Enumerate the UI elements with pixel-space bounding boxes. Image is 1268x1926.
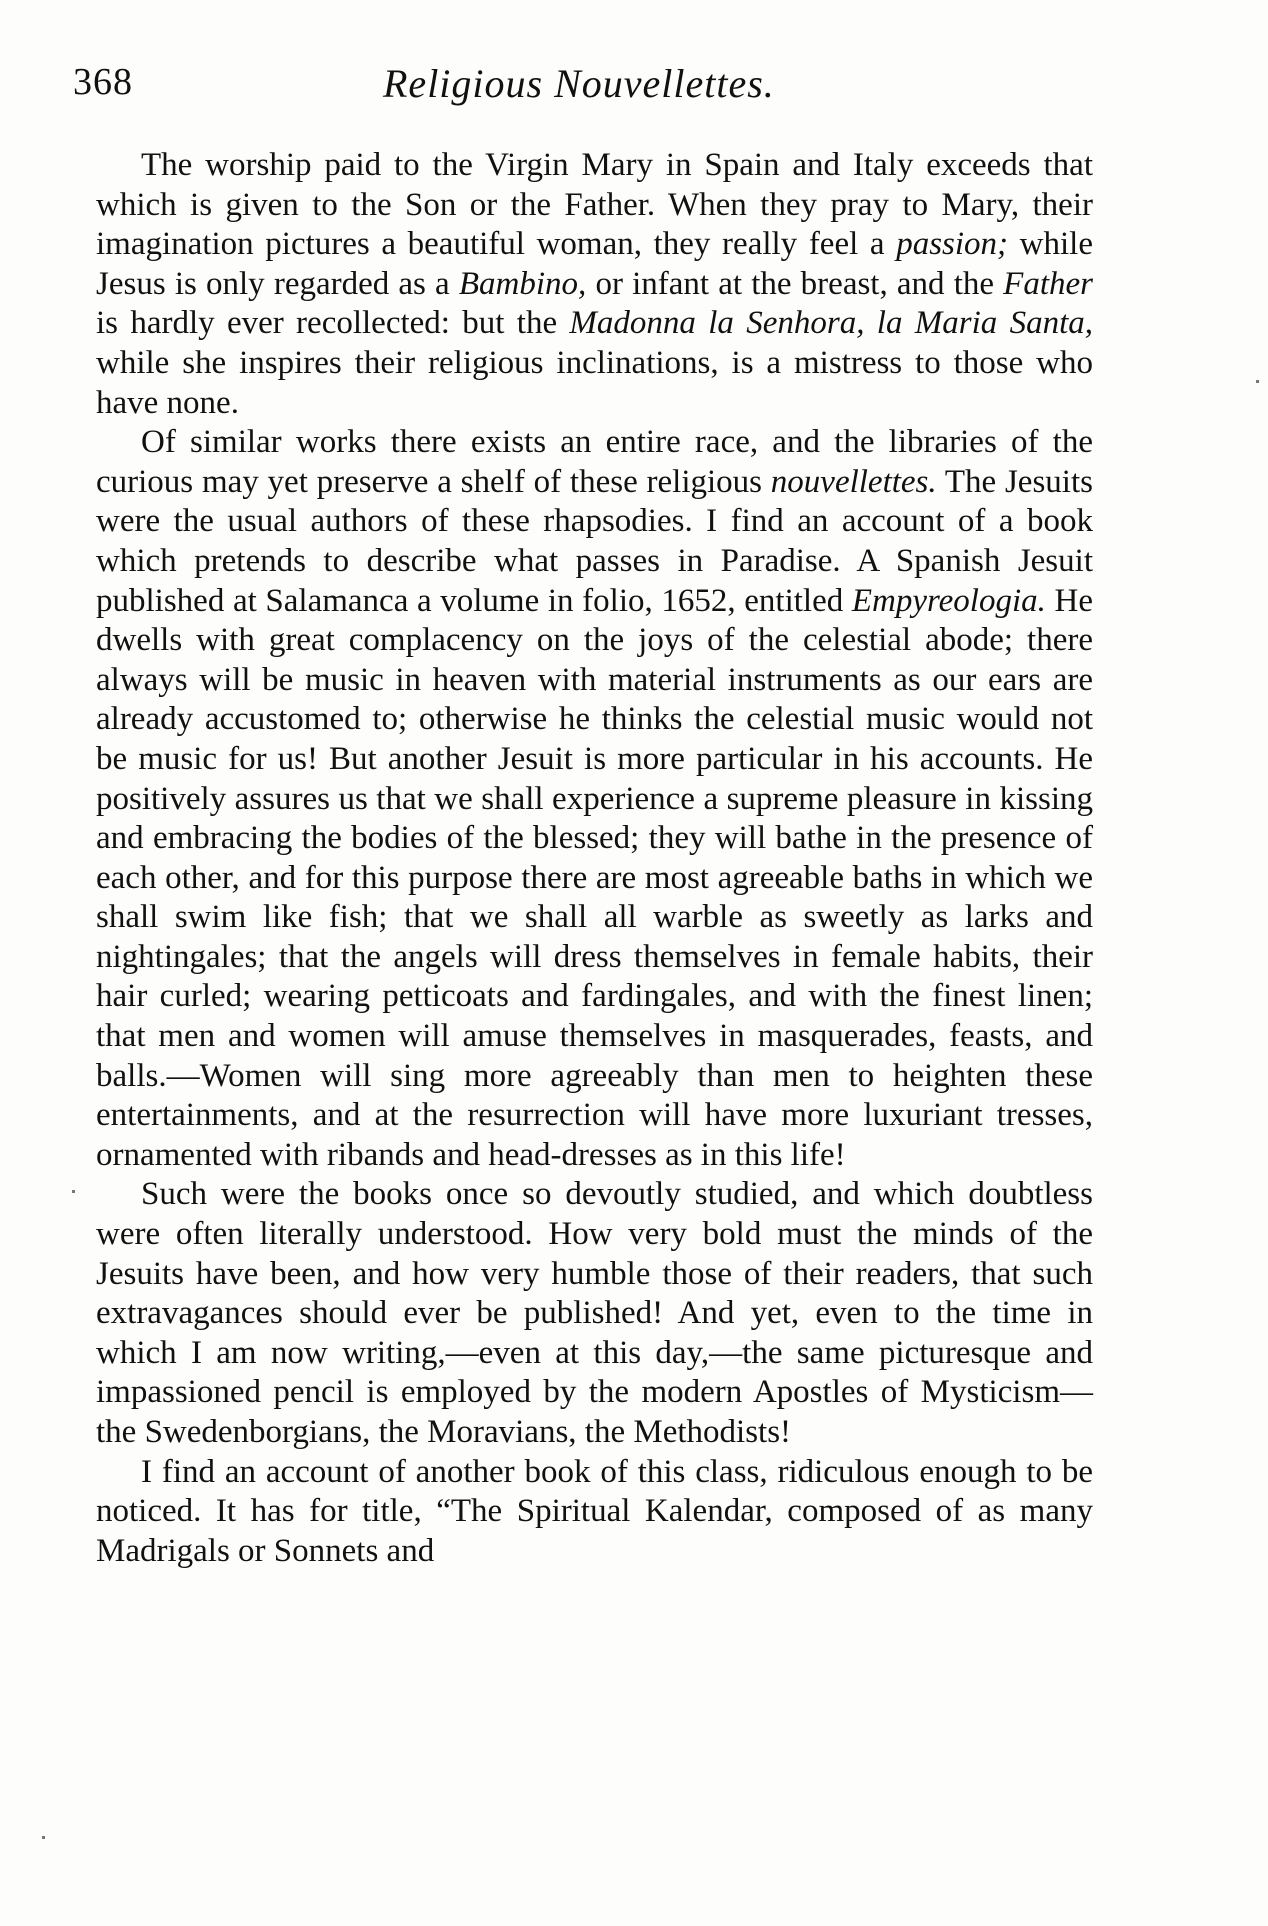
paragraph [96,423,1093,1175]
text-segment: while Jesus is only regarded as a [96,226,1093,302]
text-segment: The worship paid to the Virgin Mary in Spain and Italy exceeds that which is given to the Son or the Father. When they pray to Mary, their imagination pictures a beautiful woman, they really feel a [96,147,1093,263]
italic-text-segment: Madonna la Senhora, la Maria Santa, [569,305,1094,342]
italic-text-segment: Bambino, [458,265,587,302]
text-segment: Such were the books once so devoutly studied, and which doubtless were often literally understood. How very bold must the minds of the Jesuits have been, and how very humble those of their readers, that such extravagances should ever be published! And yet, even to the time in which I am now writing,—even at this day,—the same picturesque and impassioned pencil is employed by the modern Apostles of Mysticism—the Swedenborgians, the Moravians, the Methodists! [96,1176,1093,1450]
italic-text-segment: nouvellettes. [770,463,937,500]
page-header [73,60,1095,114]
running-title: Religious Nouvellettes. [383,61,775,106]
margin-speck [42,1836,45,1839]
text-segment: is hardly ever recollected: but the [96,305,570,342]
italic-text-segment: Father [1003,265,1093,302]
margin-speck [1256,380,1259,383]
italic-text-segment: passion; [896,226,1009,263]
body-text [96,146,1093,1571]
text-segment: I find an account of another book of this class, ridiculous enough to be noticed. It has for title, “The Spiritual Kalendar, composed of as many Madrigals or Sonnets and [96,1453,1093,1569]
paragraph [96,1175,1093,1452]
text-segment: Of similar works there exists an entire race, and the libraries of the curious may yet preserve a shelf of these religious [96,424,1093,500]
paragraph [96,146,1093,423]
text-segment: The Jesuits were the usual authors of these rhapsodies. I find an account of a book which pretends to describe what passes in Paradise. A Spanish Jesuit published at Salamanca a volume in folio, 1652, entitled [96,463,1093,619]
page-number: 368 [73,61,133,103]
margin-speck [72,1190,75,1193]
paragraph [96,1453,1093,1572]
text-segment: while she inspires their religious inclinations, is a mistress to those who have none. [96,344,1093,421]
text-segment: He dwells with great complacency on the joys of the celestial abode; there always will be music in heaven with material instruments as our ears are already accustomed to; otherwise he thinks the celestial music would not be music for us! But another Jesuit is more particular in his accounts. He positively assures us that we shall experience a supreme pleasure in kissing and embracing the bodies of the blessed; they will bathe in the presence of each other, and for this purpose there are most agreeable baths in which we shall swim like fish; that we shall all warble as sweetly as larks and nightingales; that the angels will dress themselves in female habits, their hair curled; wearing petticoats and fardingales, and with the finest linen; that men and women will amuse themselves in masquerades, feasts, and balls.—Women will sing more agreeably than men to heighten these entertainments, and at the resurrection will have more luxuriant tresses, ornamented with ribands and head-dresses as in this life! [96,582,1093,1173]
italic-text-segment: Empyreologia. [851,582,1046,619]
text-segment: or infant at the breast, and the [586,265,1004,302]
